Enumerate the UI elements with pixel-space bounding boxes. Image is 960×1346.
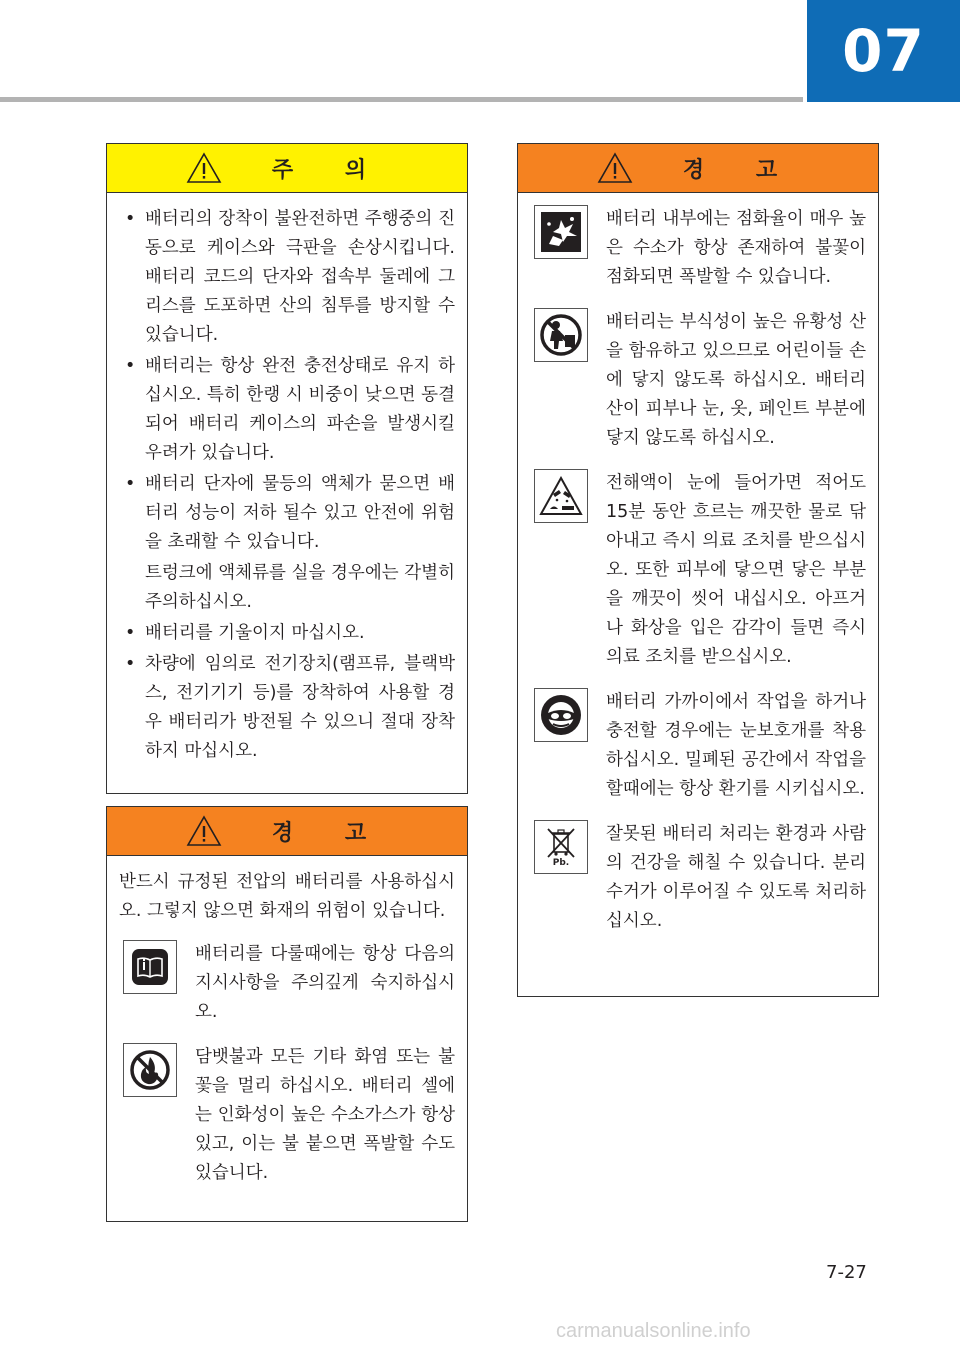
list-item: • 배터리를 기울이지 마십시오. bbox=[119, 619, 455, 648]
caution-box bbox=[106, 143, 468, 794]
item-text: 배터리는 부식성이 높은 유황성 산을 함유하고 있으므로 어린이들 손에 닿지 않도록 하십시오. 배터리 산이 피부나 눈, 옷, 페인트 부분에 닿지 않도록 하십시오. bbox=[606, 312, 866, 448]
caution-title: 주 의 bbox=[271, 157, 389, 183]
list-item: • 배터리 단자에 물등의 액체가 묻으면 배터리 성능이 저하 될수 있고 안전에 위험을 초래할 수 있습니다. bbox=[119, 470, 455, 557]
warning-right-title: 경 고 bbox=[682, 157, 800, 183]
warning-box-left bbox=[106, 806, 468, 1222]
chapter-tab: 07 bbox=[807, 0, 960, 102]
warning-triangle-icon bbox=[186, 815, 222, 847]
list-item: 트렁크에 액체류를 실을 경우에는 각별히 주의하십시오. bbox=[145, 563, 455, 612]
item-text: 담뱃불과 모든 기타 화염 또는 불꽃을 멀리 하십시오. 배터리 셀에는 인화성이 높은 수소가스가 항상 있고, 이는 불 붙으면 폭발할 수도 있습니다. bbox=[195, 1047, 455, 1183]
recycle-bin-pb-icon bbox=[534, 820, 588, 874]
item-text: 전해액이 눈에 들어가면 적어도 15분 동안 흐르는 깨끗한 물로 닦아내고 즉시 의료 조치를 받으십시오. 또한 피부에 닿으면 닿은 부분을 깨끗이 씻어 내십시오. 아프거나 화상을 입은 감각이 들면 즉시 의료 조치를 받으십시오. bbox=[606, 473, 866, 667]
list-item: • 배터리는 항상 완전 충전상태로 유지 하십시오. 특히 한랭 시 비중이 낮으면 동결되어 배터리 케이스의 파손을 발생시킬 우려가 있습니다. bbox=[119, 352, 455, 468]
eye-protection-icon bbox=[534, 688, 588, 742]
item-text: 배터리 가까이에서 작업을 하거나 충전할 경우에는 눈보호개를 착용하십시오. 밀폐된 공간에서 작업을 할때에는 항상 환기를 시키십시오. bbox=[606, 692, 866, 799]
caution-list bbox=[107, 193, 467, 766]
list-item bbox=[518, 308, 878, 453]
manual-book-icon bbox=[123, 940, 177, 994]
list-item bbox=[518, 469, 878, 672]
list-item bbox=[518, 205, 878, 292]
list-item bbox=[518, 688, 878, 804]
keep-away-children-icon bbox=[534, 308, 588, 362]
pb-label: Pb. bbox=[552, 858, 570, 868]
list-item bbox=[107, 940, 467, 1027]
list-item: • 차량에 임의로 전기장치(램프류, 블랙박스, 전기기기 등)를 장착하여 사용할 경우 배터리가 방전될 수 있으니 절대 장착하지 마십시오. bbox=[119, 650, 455, 766]
explosion-icon bbox=[534, 205, 588, 259]
corrosive-acid-icon bbox=[534, 469, 588, 523]
item-text: 잘못된 배터리 처리는 환경과 사람의 건강을 해칠 수 있습니다. 분리수거가 이루어질 수 있도록 처리하십시오. bbox=[606, 824, 866, 931]
warning-triangle-icon bbox=[186, 152, 222, 184]
warning-right-header bbox=[518, 144, 878, 193]
item-text: 배터리를 다룰때에는 항상 다음의 지시사항을 주의깊게 숙지하십시오. bbox=[195, 944, 455, 1022]
warning-box-right bbox=[517, 143, 879, 997]
item-text: 배터리 내부에는 점화율이 매우 높은 수소가 항상 존재하여 불꽃이 점화되면 폭발할 수 있습니다. bbox=[606, 209, 866, 287]
warning-triangle-icon bbox=[597, 152, 633, 184]
no-flame-icon bbox=[123, 1043, 177, 1097]
list-item bbox=[518, 820, 878, 936]
header-rule bbox=[0, 97, 803, 102]
list-item bbox=[107, 1043, 467, 1188]
list-item: • 배터리의 장착이 불완전하면 주행중의 진동으로 케이스와 극판을 손상시킵니다. 배터리 코드의 단자와 접속부 둘레에 그리스를 도포하면 산의 침투를 방지할 수 있습니다. bbox=[119, 205, 455, 350]
watermark-text: carmanualsonline.info bbox=[556, 1320, 751, 1342]
caution-header bbox=[107, 144, 467, 193]
warning-left-intro: 반드시 규정된 전압의 배터리를 사용하십시오. 그렇지 않으면 화재의 위험이 있습니다. bbox=[119, 872, 455, 921]
page-number: 7-27 bbox=[826, 1262, 867, 1283]
warning-left-title: 경 고 bbox=[271, 820, 389, 846]
warning-left-header bbox=[107, 807, 467, 856]
